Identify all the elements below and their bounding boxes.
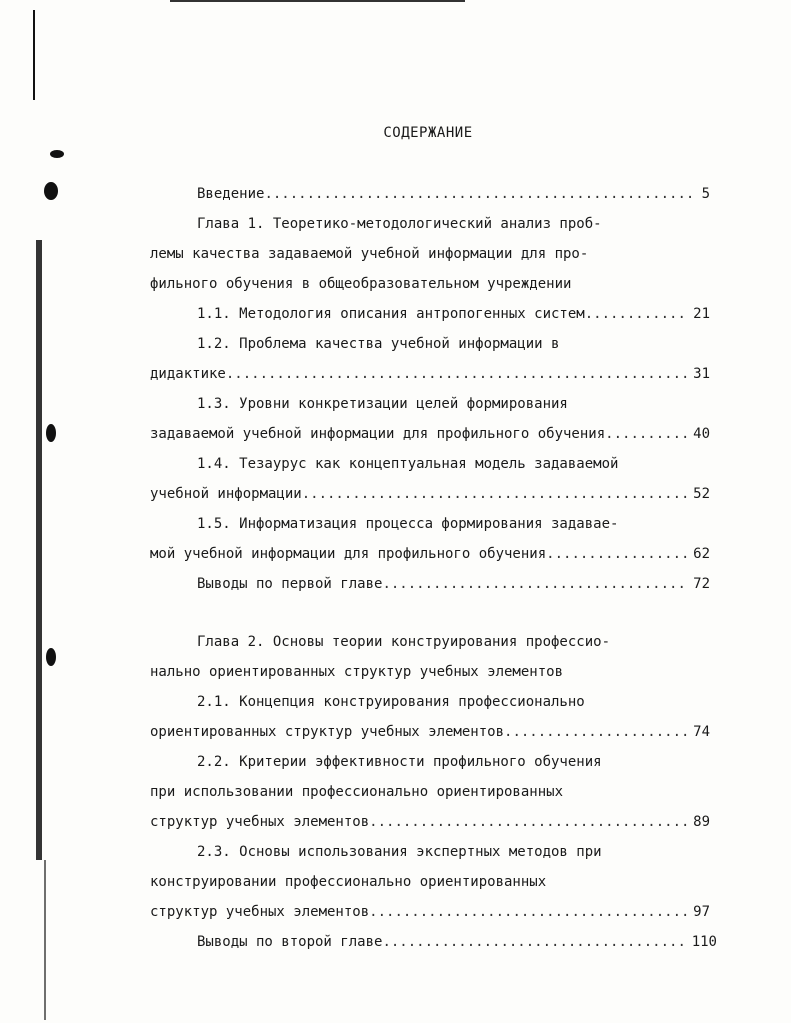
scan-edge-thin: [44, 860, 46, 1020]
top-rule: [170, 0, 465, 2]
toc-entry-text: Введение: [197, 186, 265, 202]
toc-line: при использовании профессионально ориентированных: [150, 784, 564, 800]
toc-entry-text: учебной информации: [150, 486, 302, 502]
toc-page-number: 110: [691, 934, 717, 950]
toc-entry: [150, 364, 710, 384]
toc-line: Глава 1. Теоретико-методологический анализ проб-: [197, 216, 602, 232]
leader-dots: [264, 184, 695, 204]
toc-entry: [197, 574, 710, 594]
toc-page-number: 97: [693, 904, 710, 920]
toc-entry: [197, 932, 717, 952]
toc-line: 1.3. Уровни конкретизации целей формирования: [197, 396, 568, 412]
leader-dots: [302, 484, 687, 504]
toc-page-number: 31: [693, 366, 710, 382]
toc-entry: [197, 304, 710, 324]
toc-line: 1.5. Информатизация процесса формирования задавае-: [197, 516, 619, 532]
scan-edge-thick: [36, 240, 42, 860]
toc-line: конструировании профессионально ориентированных: [150, 874, 547, 890]
leader-dots: [605, 424, 687, 444]
toc-page-number: 5: [701, 186, 710, 202]
toc-page-number: 74: [693, 724, 710, 740]
toc-line: 2.3. Основы использования экспертных методов при: [197, 844, 602, 860]
leader-dots: [546, 544, 687, 564]
toc-entry-text: ориентированных структур учебных элементов: [150, 724, 505, 740]
toc-entry-text: 1.1. Методология описания антропогенных систем: [197, 306, 585, 322]
toc-page-number: 72: [693, 576, 710, 592]
toc-line: 1.4. Тезаурус как концептуальная модель задаваемой: [197, 456, 619, 472]
scan-blot: [44, 182, 58, 200]
scan-blot: [46, 424, 56, 442]
toc-entry-text: структур учебных элементов: [150, 904, 370, 920]
leader-dots: [369, 902, 687, 922]
toc-entry: [150, 722, 710, 742]
leader-dots: [585, 304, 687, 324]
toc-page-number: 52: [693, 486, 710, 502]
toc-page-number: 40: [693, 426, 710, 442]
toc-line: фильного обучения в общеобразовательном учреждении: [150, 276, 572, 292]
toc-line: 2.1. Концепция конструирования профессионально: [197, 694, 585, 710]
toc-line: 1.2. Проблема качества учебной информации в: [197, 336, 560, 352]
scan-blot: [46, 648, 56, 666]
scan-edge-line: [33, 10, 35, 100]
toc-line: Глава 2. Основы теории конструирования профессио-: [197, 634, 611, 650]
toc-entry-text: структур учебных элементов: [150, 814, 370, 830]
leader-dots: [226, 364, 687, 384]
toc-page-number: 89: [693, 814, 710, 830]
toc-entry-text: мой учебной информации для профильного обучения: [150, 546, 547, 562]
leader-dots: [369, 812, 687, 832]
toc-line: нально ориентированных структур учебных элементов: [150, 664, 564, 680]
toc-entry: [150, 484, 710, 504]
toc-line: лемы качества задаваемой учебной информации для про-: [150, 246, 589, 262]
toc-entry-text: дидактике: [150, 366, 226, 382]
toc-entry: [150, 544, 710, 564]
page-title: СОДЕРЖАНИЕ: [383, 125, 473, 141]
toc-entry: [150, 424, 710, 444]
leader-dots: [382, 574, 687, 594]
toc-entry: [197, 184, 710, 204]
toc-line: 2.2. Критерии эффективности профильного обучения: [197, 754, 602, 770]
scan-blot: [50, 150, 64, 158]
toc-entry-text: Выводы по первой главе: [197, 576, 383, 592]
toc-entry-text: Выводы по второй главе: [197, 934, 383, 950]
toc-page-number: 62: [693, 546, 710, 562]
toc-page-number: 21: [693, 306, 710, 322]
toc-entry: [150, 812, 710, 832]
leader-dots: [382, 932, 685, 952]
leader-dots: [504, 722, 687, 742]
toc-entry: [150, 902, 710, 922]
toc-entry-text: задаваемой учебной информации для профильного обучения: [150, 426, 606, 442]
